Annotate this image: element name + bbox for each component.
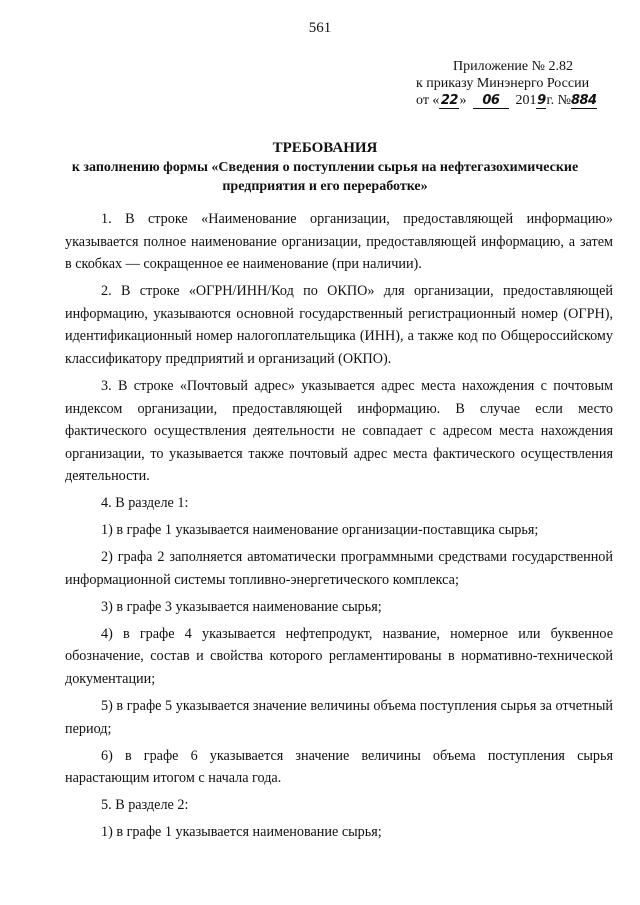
appendix-header	[416, 58, 626, 109]
date-prefix: от «	[416, 93, 440, 108]
appendix-title: Приложение № 2.82	[453, 59, 573, 74]
order-date-number	[416, 92, 626, 109]
paragraph: 1) в графе 1 указывается наименование сырья;	[101, 824, 382, 841]
year-suffix: г. №	[546, 93, 571, 108]
page-number: 561	[308, 20, 332, 36]
paragraph: 5) в графе 5 указывается значение величины объема поступления сырья за отчетный период;	[65, 698, 613, 737]
order-reference: к приказу Минэнерго России	[416, 76, 590, 91]
handwritten-year-digit: 9	[537, 93, 546, 108]
paragraph: 1) в графе 1 указывается наименование организации-поставщика сырья;	[101, 522, 539, 539]
paragraph: 4) в графе 4 указывается нефтепродукт, название, номерное или буквенное обозначение, состав и свойства которого регламентированы в нормативно-технической документации;	[65, 625, 613, 688]
paragraph: 4. В разделе 1:	[101, 495, 189, 512]
paragraph: 3. В строке «Почтовый адрес» указывается адрес места нахождения с почтовым индексом организации, предоставляющей информацию. В случае если место фактического осуществления деятельности не совпадает с адресом места нахождения организации, то указывается также почтовый адрес места фактического осуществления деятельности.	[65, 377, 613, 485]
handwritten-day: 22	[440, 93, 458, 108]
document-title	[40, 138, 610, 196]
title-subtitle: к заполнению формы «Сведения о поступлении сырья на нефтегазохимические предприятия и его переработке»	[71, 160, 579, 194]
document-body	[65, 208, 613, 848]
title-main: ТРЕБОВАНИЯ	[272, 140, 378, 156]
paragraph: 5. В разделе 2:	[101, 797, 189, 814]
paragraph: 1. В строке «Наименование организации, предоставляющей информацию» указывается полное наименование организации, предоставляющей информацию, а затем в скобках — сокращенное ее наименование (при наличии).	[65, 211, 613, 273]
year-prefix: 201	[515, 93, 537, 108]
paragraph: 2. В строке «ОГРН/ИНН/Код по ОКПО» для организации, предоставляющей информацию, указываются основной государственный регистрационный номер (ОГРН), идентификационный номер налогоплательщика (ИНН), а также код по Общероссийскому классификатору предприятий и организаций (ОКПО).	[65, 283, 613, 367]
paragraph: 6) в графе 6 указывается значение величины объема поступления сырья нарастающим итогом с начала года.	[65, 747, 613, 787]
date-sep: »	[459, 93, 467, 108]
handwritten-month: 06	[473, 94, 509, 109]
paragraph: 3) в графе 3 указывается наименование сырья;	[101, 598, 382, 615]
handwritten-order-number: 884	[570, 93, 597, 108]
paragraph: 2) графа 2 заполняется автоматически программными средствами государственной информационной системы топливно-энергетического комплекса;	[65, 549, 613, 588]
